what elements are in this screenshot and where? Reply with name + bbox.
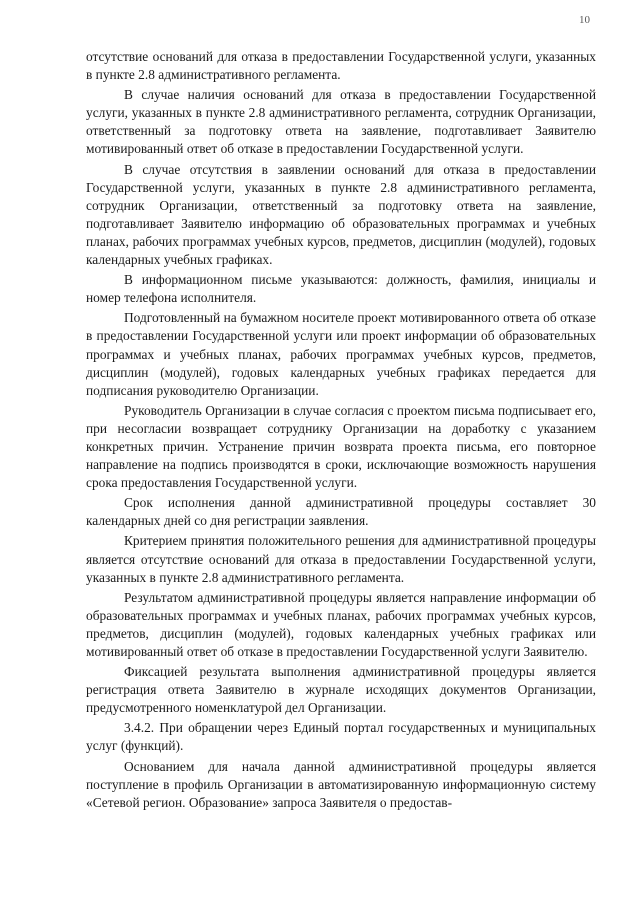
paragraph: В информационном письме указываются: должность, фамилия, инициалы и номер телефона исполнителя. — [86, 272, 596, 306]
paragraph: Результатом административной процедуры является направление информации об образовательных программах и учебных планах, рабочих программах учебных курсов, предметов, дисциплин (модулей), годовых календарных учебных графиках или мотивированный ответ об отказе в предоставлении Государственной услуги Заявителю. — [86, 589, 596, 659]
paragraph: 3.4.2. При обращении через Единый портал государственных и муниципальных услуг (функций). — [86, 720, 596, 754]
paragraph: отсутствие оснований для отказа в предоставлении Государственной услуги, указанных в пункте 2.8 административного регламента. — [86, 49, 596, 83]
paragraph: В случае отсутствия в заявлении оснований для отказа в предоставлении Государственной услуги, указанных в пункте 2.8 административного регламента, сотрудник Организации, ответственный за подготовку ответа на заявление, подготавливает Заявителю информацию об образовательных программах и учебных планах, рабочих программах учебных курсов, предметов, дисциплин (модулей), годовых календарных учебных графиках. — [86, 161, 596, 268]
paragraph: Критерием принятия положительного решения для административной процедуры является отсутствие оснований для отказа в предоставлении Государственной услуги, указанных в пункте 2.8 административного регламента. — [86, 533, 596, 585]
paragraph: Срок исполнения данной административной процедуры составляет 30 календарных дней со дня регистрации заявления. — [86, 495, 596, 529]
paragraph: Руководитель Организации в случае согласия с проектом письма подписывает его, при несогласии возвращает сотруднику Организации на доработку с указанием конкретных причин. Устранение причин возврата проекта письма, его повторное направление на подпись производятся в сроки, исключающие возможность нарушения срока предоставления Государственной услуги. — [86, 402, 596, 491]
paragraph: Фиксацией результата выполнения административной процедуры является регистрация ответа Заявителю в журнале исходящих документов Организации, предусмотренного номенклатурой дел Организации. — [86, 664, 596, 716]
paragraph: Подготовленный на бумажном носителе проект мотивированного ответа об отказе в предоставлении Государственной услуги или проект информации об образовательных программах и учебных планах, рабочих программах учебных курсов, предметов, дисциплин (модулей), годовых календарных учебных графиках передается для подписания руководителю Организации. — [86, 310, 596, 398]
paragraph: В случае наличия оснований для отказа в предоставлении Государственной услуги, указанных в пункте 2.8 административного регламента, сотрудник Организации, ответственный за подготовку ответа на заявление, подготавливает Заявителю мотивированный ответ об отказе в предоставлении Государственной услуги. — [86, 87, 596, 157]
document-body — [86, 48, 596, 814]
paragraph: Основанием для начала данной административной процедуры является поступление в профиль Организации в автоматизированную информационную систему «Сетевой регион. Образование» запроса Заявителя о предостав- — [86, 758, 596, 810]
page-number: 10 — [579, 14, 590, 26]
